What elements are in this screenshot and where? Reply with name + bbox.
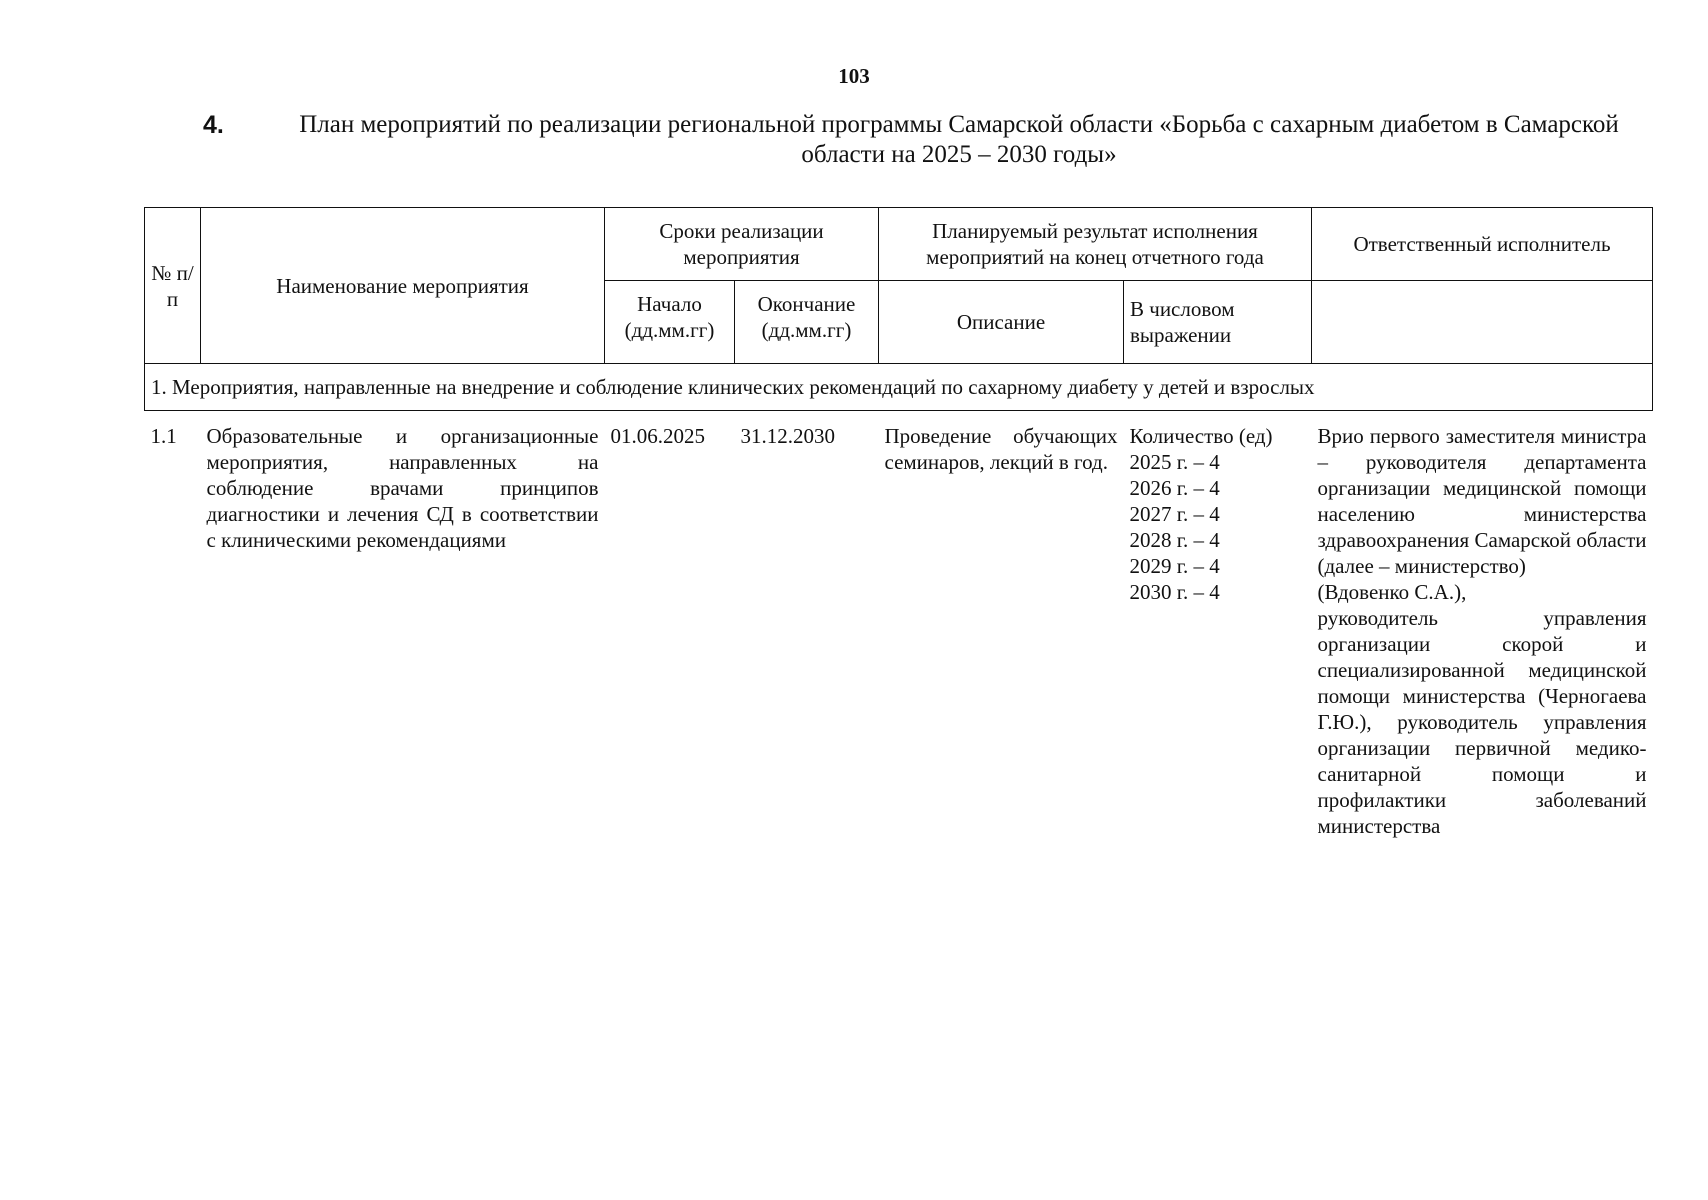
heading-number: 4. (203, 111, 224, 139)
header-row-1 (145, 208, 1653, 281)
row-description: Проведение обучающих семинаров, лекций в год. (884, 424, 1118, 474)
header-num: № п/п (145, 208, 201, 364)
header-numeric: В числовом выражении (1124, 281, 1312, 364)
row-responsible (1312, 411, 1653, 840)
responsible-part: Врио первого заместителя министра – руководителя департамента организации медицинской помощи населению министерства здравоохранения Самарской области (далее – министерство) (1317, 424, 1647, 578)
header-terms: Сроки реализации мероприятия (605, 208, 879, 281)
numeric-line: 2027 г. – 4 (1129, 502, 1220, 526)
row-num: 1.1 (150, 424, 177, 448)
section-row (145, 364, 1653, 411)
responsible-part: руководитель управления организации скорой и специализированной медицинской помощи министерства (Черногаева Г.Ю.), руководитель управления организации первичной медико-санитарной помощи и профилактики заболеваний министерства (1317, 606, 1647, 838)
header-result: Планируемый результат исполнения мероприятий на конец отчетного года (879, 208, 1312, 281)
numeric-line: 2028 г. – 4 (1129, 528, 1220, 552)
header-responsible: Ответственный исполнитель (1312, 208, 1653, 281)
header-name: Наименование мероприятия (201, 208, 605, 364)
header-description: Описание (879, 281, 1124, 364)
header-start: Начало (дд.мм.гг) (605, 281, 735, 364)
header-responsible-empty (1312, 281, 1653, 364)
row-end: 31.12.2030 (740, 424, 835, 448)
heading-title: План мероприятий по реализации региональной программы Самарской области «Борьба с сахарным диабетом в Самарской области на 2025 – 2030 годы» (299, 111, 1619, 168)
numeric-line: 2026 г. – 4 (1129, 476, 1220, 500)
numeric-line: 2030 г. – 4 (1129, 580, 1220, 604)
plan-table (144, 207, 1653, 839)
numeric-line: 2025 г. – 4 (1129, 450, 1220, 474)
row-start: 01.06.2025 (610, 424, 705, 448)
numeric-line: 2029 г. – 4 (1129, 554, 1220, 578)
page-number: 103 (838, 64, 870, 88)
table-row (145, 411, 1653, 840)
row-numeric (1124, 411, 1312, 840)
responsible-part: (Вдовенко С.А.), (1317, 580, 1467, 604)
header-end: Окончание (дд.мм.гг) (735, 281, 879, 364)
numeric-line: Количество (ед) (1129, 424, 1273, 448)
document-heading (203, 110, 1643, 170)
section-title: 1. Мероприятия, направленные на внедрение и соблюдение клинических рекомендаций по сахарному диабету у детей и взрослых (145, 364, 1653, 411)
row-name: Образовательные и организационные мероприятия, направленных на соблюдение врачами принципов диагностики и лечения СД в соответствии с клиническими рекомендациями (206, 424, 599, 552)
